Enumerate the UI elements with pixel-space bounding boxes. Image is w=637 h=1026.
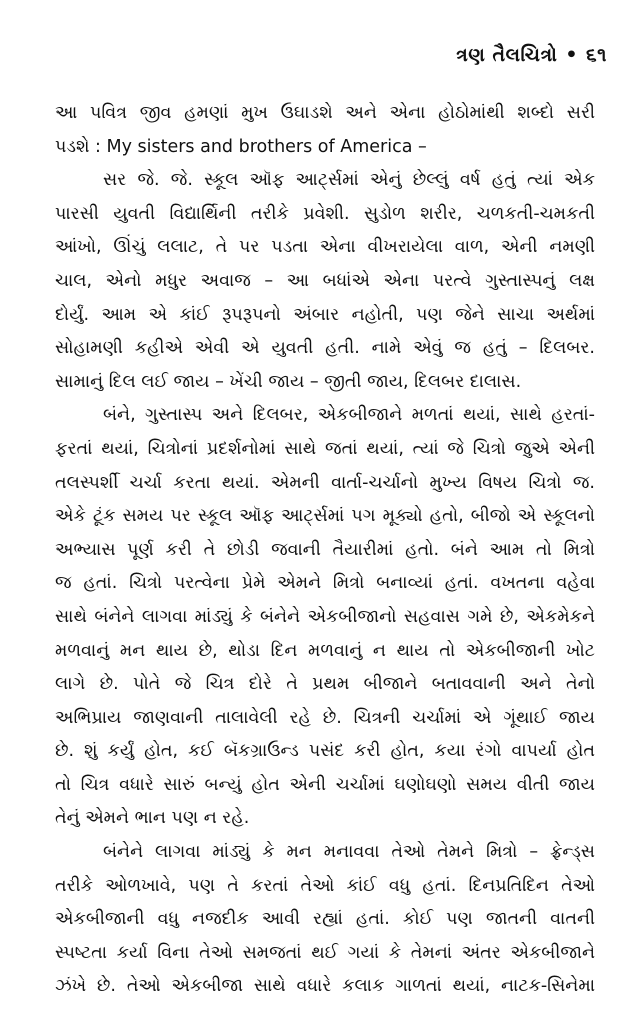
text-line: દોર્યું. આમ એ કાંઈ રૂપરૂપનો અંબાર નહોતી, પણ જેને સાચા અર્થમાં — [55, 304, 595, 325]
text-line: અભ્યાસ પૂર્ણ કરી તે છોડી જવાની તૈયારીમાં હતો. બંને આમ તો મિત્રો — [55, 539, 595, 560]
text-line: લાગે છે. પોતે જે ચિત્ર દોરે તે પ્રથમ બીજાને બતાવવાની અને તેનો — [55, 674, 595, 695]
text-line: એકે ટૂંક સમય પર સ્કૂલ ઑફ આર્ટ્સમાં પગ મૂક્યો હતો, બીજો એ સ્કૂલનો — [55, 506, 595, 527]
text-line: તલસ્પર્શી ચર્ચા કરતા થયાં. એમની વાર્તા-ચર્ચાનો મુખ્ય વિષય ચિત્રો જ. — [55, 472, 595, 493]
text-line: સોહામણી કહીએ એવી એ યુવતી હતી. નામે એવું જ હતું – દિલબર. — [55, 338, 595, 359]
text-line: તરીકે ઓળખાવે, પણ તે કરતાં તેઓ કાંઈ વધુ હતાં. દિનપ્રતિદિન તેઓ — [55, 875, 595, 896]
text-line: સામાનું દિલ લઈ જાય – ખેંચી જાય – જીતી જાય, દિલબર દાલાસ. — [55, 371, 522, 392]
text-line: સાથે બંનેને લાગવા માંડ્યું કે બંનેને એકબીજાનો સહવાસ ગમે છે, એકમેકને — [55, 606, 595, 627]
text-line: એકબીજાની વધુ નજદીક આવી રહ્યાં હતાં. કોઈ પણ જાતની વાતની — [55, 909, 595, 930]
text-line: પડશે : My sisters and brothers of America – — [55, 136, 427, 157]
paragraph-first-line: બંને, ગુસ્તાસ્પ અને દિલબર, એકબીજાને મળતાં થયાં, સાથે હરતાં- — [103, 405, 595, 426]
page-number: ૬૧ — [586, 44, 607, 66]
body-text — [55, 97, 595, 1004]
paragraph-first-line: બંનેને લાગવા માંડ્યું કે મન મનાવવા તેઓ તેમને મિત્રો – ફ્રેન્ડ્સ — [103, 842, 595, 863]
text-line: પારસી યુવતી વિદ્યાર્થિની તરીકે પ્રવેશી. સુડોળ શરીર, ચળકતી-ચમકતી — [55, 203, 595, 224]
text-line: આંખો, ઊંચું લલાટ, તે પર પડતા એના વીખરાયેલા વાળ, એની નમણી — [55, 237, 595, 258]
text-line: ફરતાં થયાં, ચિત્રોનાં પ્રદર્શનોમાં સાથે જતાં થયાં, ત્યાં જે ચિત્રો જુએ એની — [55, 438, 595, 459]
text-line: અભિપ્રાય જાણવાની તાલાવેલી રહે છે. ચિત્રની ચર્ચામાં એ ગૂંથાઈ જાય — [55, 707, 595, 728]
text-line: તો ચિત્ર વધારે સારું બન્યું હોત એની ચર્ચામાં ઘણોઘણો સમય વીતી જાય — [55, 774, 595, 795]
text-line: ચાલ, એનો મધુર અવાજ – આ બધાંએ એના પરત્વે ગુસ્તાસ્પનું લક્ષ — [55, 270, 595, 291]
text-line: મળવાનું મન થાય છે, થોડા દિન મળવાનું ન થાય તો એકબીજાની ખોટ — [55, 640, 595, 661]
text-line: જ હતાં. ચિત્રો પરત્વેના પ્રેમે એમને મિત્રો બનાવ્યાં હતાં. વખતના વહેવા — [55, 573, 595, 594]
text-line: આ પવિત્ર જીવ હમણાં મુખ ઉઘાડશે અને એના હોઠોમાંથી શબ્દો સરી — [55, 103, 595, 123]
text-line: તેનું એમને ભાન પણ ન રહે. — [55, 808, 250, 829]
text-line: ઝંખે છે. તેઓ એકબીજા સાથે વધારે કલાક ગાળતાં થયાં, નાટક-સિનેમા — [55, 976, 595, 997]
text-line: સ્પષ્ટતા કર્યા વિના તેઓ સમજતાં થઈ ગયાં કે તેમનાં અંતર એકબીજાને — [55, 942, 595, 963]
running-head — [456, 44, 607, 66]
chapter-title: ત્રણ તૈલચિત્રો — [456, 44, 558, 66]
paragraph-first-line: સર જે. જે. સ્કૂલ ઑફ આર્ટ્સમાં એનું છેલ્લું વર્ષ હતું ત્યાં એક — [103, 170, 595, 191]
bullet-separator: • — [565, 44, 579, 66]
text-line: છે. શું કર્યું હોત, કઈ બૅકગ્રાઉન્ડ પસંદ કરી હોત, કયા રંગો વાપર્યા હોત — [55, 741, 595, 762]
